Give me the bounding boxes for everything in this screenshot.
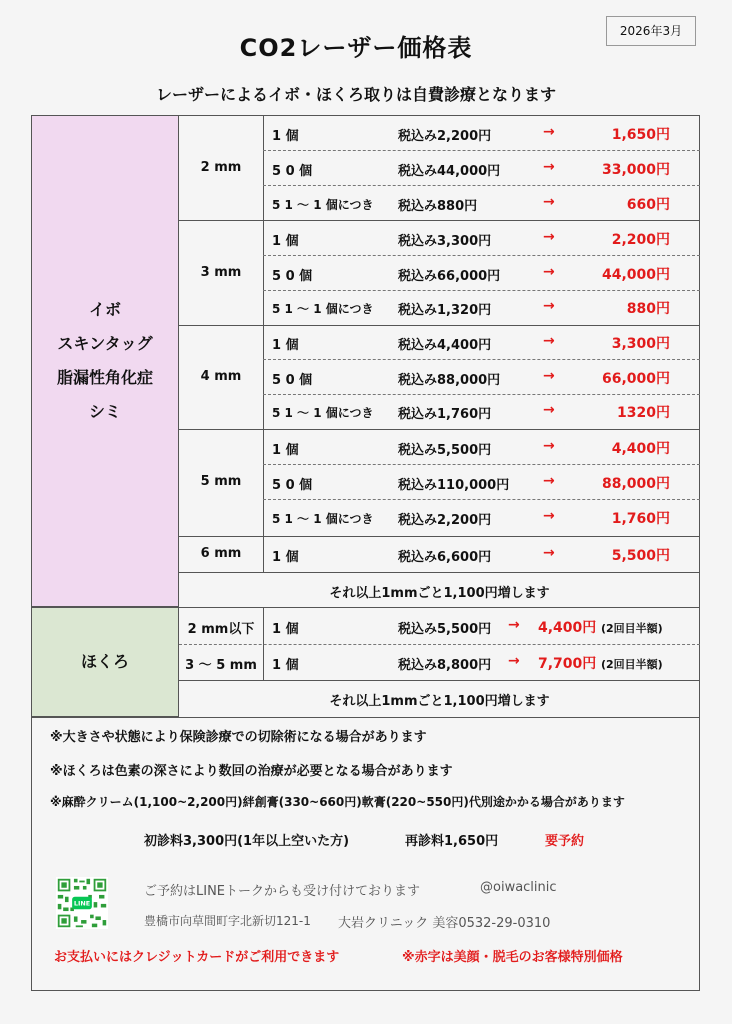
category-hokuro-label: ほくろ: [80, 652, 129, 671]
original-price: 税込み2,200円: [398, 513, 492, 528]
arrow-icon: →: [508, 653, 520, 669]
sale-price: 33,000円: [601, 162, 670, 178]
original-price: 税込み6,600円: [398, 550, 492, 565]
arrow-icon: →: [543, 159, 555, 175]
note-line: ※麻酔クリーム(1,100~2,200円)絆創膏(330~660円)軟膏(220~550円)代別途かかる場合があります: [50, 795, 625, 809]
original-price: 税込み66,000円: [398, 269, 501, 284]
grid-line: [179, 680, 700, 681]
size-label: 4 mm: [200, 369, 242, 384]
sale-price: 1,650円: [611, 127, 670, 143]
sale-price: 3,300円: [611, 336, 670, 352]
qty-cell: 5 0 個: [272, 164, 313, 179]
original-price: 税込み8,800円: [398, 658, 492, 673]
original-price: 税込み110,000円: [398, 478, 510, 493]
sale-price: 2,200円: [611, 232, 670, 248]
original-price: 税込み1,760円: [398, 407, 492, 422]
size-label: 5 mm: [200, 474, 242, 489]
qty-cell: 1 個: [272, 622, 299, 637]
arrow-icon: →: [543, 264, 555, 280]
grid-line: [179, 429, 700, 430]
qty-cell: 5 0 個: [272, 373, 313, 388]
arrow-icon: →: [543, 508, 555, 524]
note-line: ※大きさや状態により保険診療での切除術になる場合があります: [50, 730, 427, 745]
arrow-icon: →: [543, 333, 555, 349]
first-visit-fee: 初診料3,300円(1年以上空いた方): [144, 834, 350, 849]
original-price: 税込み1,320円: [398, 303, 492, 318]
qty-cell: 1 個: [272, 443, 299, 458]
arrow-icon: →: [508, 617, 520, 633]
clinic-address: 豊橋市向草間町字北新切121-1: [144, 914, 311, 928]
arrow-icon: →: [543, 438, 555, 454]
reservation-required: 要予約: [545, 834, 585, 849]
size-label: 2 mm以下: [187, 622, 255, 637]
original-price: 税込み2,200円: [398, 129, 492, 144]
line-booking-text: ご予約はLINEトークからも受け付けております: [144, 884, 421, 899]
qty-cell: 1 個: [272, 234, 299, 249]
qty-cell: 5 0 個: [272, 269, 313, 284]
payment-note: お支払いにはクレジットカードがご利用できます: [54, 950, 340, 965]
arrow-icon: →: [543, 473, 555, 489]
qty-cell: 1 個: [272, 129, 299, 144]
grid-line: [179, 536, 700, 537]
date-label: 2026年3月: [606, 16, 696, 46]
special-price-note: ※赤字は美顔・脱毛のお客様特別価格: [402, 950, 623, 965]
qty-cell: 1 個: [272, 338, 299, 353]
arrow-icon: →: [543, 124, 555, 140]
qty-cell: 5 1 ～ 1 個につき: [272, 512, 374, 526]
sale-price: 88,000円: [601, 476, 670, 492]
sale-price: 4,400円: [611, 441, 670, 457]
line-qr-code-icon[interactable]: [56, 877, 108, 929]
category-ibo-line: 脂漏性角化症: [56, 368, 153, 387]
category-ibo-line: イボ: [88, 300, 121, 319]
original-price: 税込み4,400円: [398, 338, 492, 353]
grid-line: [263, 115, 264, 572]
line-id[interactable]: @oiwaclinic: [480, 880, 557, 895]
size-label: 3 mm: [200, 265, 242, 280]
row-divider: [263, 255, 700, 256]
row-divider: [263, 185, 700, 186]
arrow-icon: →: [543, 402, 555, 418]
qty-cell: 1 個: [272, 658, 299, 673]
row-divider: [263, 150, 700, 151]
sale-price: 4,400円: [538, 620, 597, 636]
revisit-fee: 再診料1,650円: [405, 834, 499, 849]
size-label: 3 ～ 5 mm: [185, 658, 257, 673]
sale-price: 7,700円: [538, 656, 597, 672]
page-title: CO2レーザー価格表: [239, 34, 473, 62]
qty-cell: 5 1 ～ 1 個につき: [272, 302, 374, 316]
grid-line: [31, 607, 700, 608]
sale-price: 880円: [626, 301, 670, 317]
original-price: 税込み44,000円: [398, 164, 501, 179]
hokuro-extra-note: それ以上1mmごと1,100円増します: [329, 694, 550, 709]
sale-price: 44,000円: [601, 267, 670, 283]
grid-line: [179, 325, 700, 326]
grid-line: [179, 220, 700, 221]
page-subtitle: レーザーによるイボ・ほくろ取りは自費診療となります: [155, 85, 556, 104]
arrow-icon: →: [543, 194, 555, 210]
category-ibo-line: スキンタッグ: [57, 334, 153, 353]
qr-logo-label: LINE: [73, 899, 91, 908]
half-price-note: (2回目半額): [601, 622, 663, 635]
row-divider: [263, 359, 700, 360]
original-price: 税込み88,000円: [398, 373, 501, 388]
sale-price: 1320円: [617, 405, 670, 421]
original-price: 税込み5,500円: [398, 443, 492, 458]
sale-price: 660円: [626, 197, 670, 213]
qty-cell: 1 個: [272, 550, 299, 565]
note-line: ※ほくろは色素の深さにより数回の治療が必要となる場合があります: [50, 764, 453, 779]
grid-line: [31, 717, 700, 718]
original-price: 税込み880円: [398, 199, 478, 214]
arrow-icon: →: [543, 368, 555, 384]
half-price-note: (2回目半額): [601, 658, 663, 671]
row-divider: [263, 464, 700, 465]
arrow-icon: →: [543, 545, 555, 561]
original-price: 税込み3,300円: [398, 234, 492, 249]
sale-price: 1,760円: [611, 511, 670, 527]
sale-price: 5,500円: [611, 548, 670, 564]
qty-cell: 5 0 個: [272, 478, 313, 493]
category-hokuro: [31, 607, 179, 717]
grid-line: [179, 572, 700, 573]
qty-cell: 5 1 ～ 1 個につき: [272, 198, 374, 212]
size-label: 6 mm: [200, 546, 242, 561]
ibo-extra-note: それ以上1mmごと1,100円増します: [329, 586, 550, 601]
row-divider: [263, 290, 700, 291]
category-ibo-line: シミ: [88, 402, 121, 421]
arrow-icon: →: [543, 298, 555, 314]
row-divider: [179, 644, 700, 645]
qty-cell: 5 1 ～ 1 個につき: [272, 406, 374, 420]
row-divider: [263, 394, 700, 395]
arrow-icon: →: [543, 229, 555, 245]
clinic-phone: 大岩クリニック 美容0532-29-0310: [338, 916, 551, 931]
original-price: 税込み5,500円: [398, 622, 492, 637]
row-divider: [263, 499, 700, 500]
category-ibo: [31, 115, 179, 607]
size-label: 2 mm: [200, 160, 242, 175]
sale-price: 66,000円: [601, 371, 670, 387]
